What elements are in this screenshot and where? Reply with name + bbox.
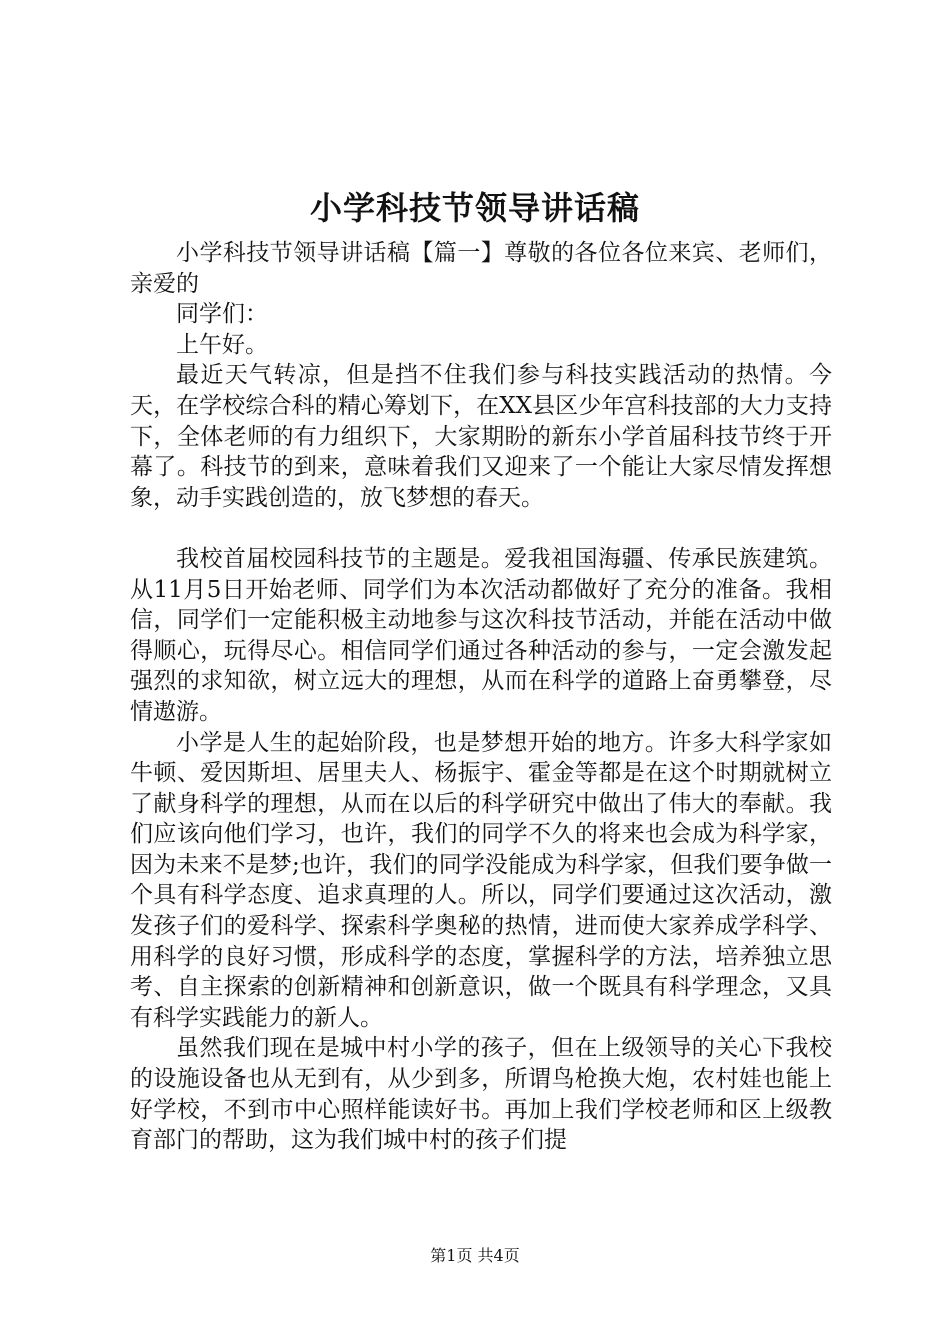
page-number: 第1页 共4页 [430,1246,520,1265]
paragraph-greeting: 上午好。 [176,331,268,358]
paragraph-intro: 小学科技节领导讲话稿【篇一】尊敬的各位各位来宾、老师们，亲爱的 [130,240,832,297]
paragraph-scientists: 小学是人生的起始阶段，也是梦想开始的地方。许多大科学家如牛顿、爱因斯坦、居里夫人、杨振宇、霍金等都是在这个时期就树立了献身科学的理想，从而在以后的科学研究中做出了伟大的奉献。我们应该向他们学习，也许，我们的同学不久的将来也会成为科学家，因为未来不是梦;也许，我们的同学没能成为科学家，但我们要争做一个具有科学态度、追求真理的人。所以，同学们要通过这次活动，激发孩子们的爱科学、探索科学奥秘的热情，进而使大家养成学科学、用科学的良好习惯，形成科学的态度，掌握科学的方法，培养独立思考、自主探索的创新精神和创新意识，做一个既具有科学理念，又具有科学实践能力的新人。 [130,729,832,1031]
paragraph-salutation: 同学们： [176,301,268,328]
document-body [130,238,832,1156]
paragraph-opening: 最近天气转凉，但是挡不住我们参与科技实践活动的热情。今天，在学校综合科的精心筹划下，在XX县区少年宫科技部的大力支持下，全体老师的有力组织下，大家期盼的新东小学首届科技节终于开幕了。科技节的到来，意味着我们又迎来了一个能让大家尽情发挥想象，动手实践创造的，放飞梦想的春天。 [130,362,832,511]
document-title: 小学科技节领导讲话稿 [309,189,640,227]
paragraph-school: 虽然我们现在是城中村小学的孩子，但在上级领导的关心下我校的设施设备也从无到有，从少到多，所谓鸟枪换大炮，农村娃也能上好学校，不到市中心照样能读好书。再加上我们学校老师和区上级教育部门的帮助，这为我们城中村的孩子们提 [130,1035,832,1154]
paragraph-theme: 我校首届校园科技节的主题是。爱我祖国海疆、传承民族建筑。从11月5日开始老师、同学们为本次活动都做好了充分的准备。我相信，同学们一定能积极主动地参与这次科技节活动，并能在活动中做得顺心，玩得尽心。相信同学们通过各种活动的参与，一定会激发起强烈的求知欲，树立远大的理想，从而在科学的道路上奋勇攀登，尽情遨游。 [130,545,832,725]
